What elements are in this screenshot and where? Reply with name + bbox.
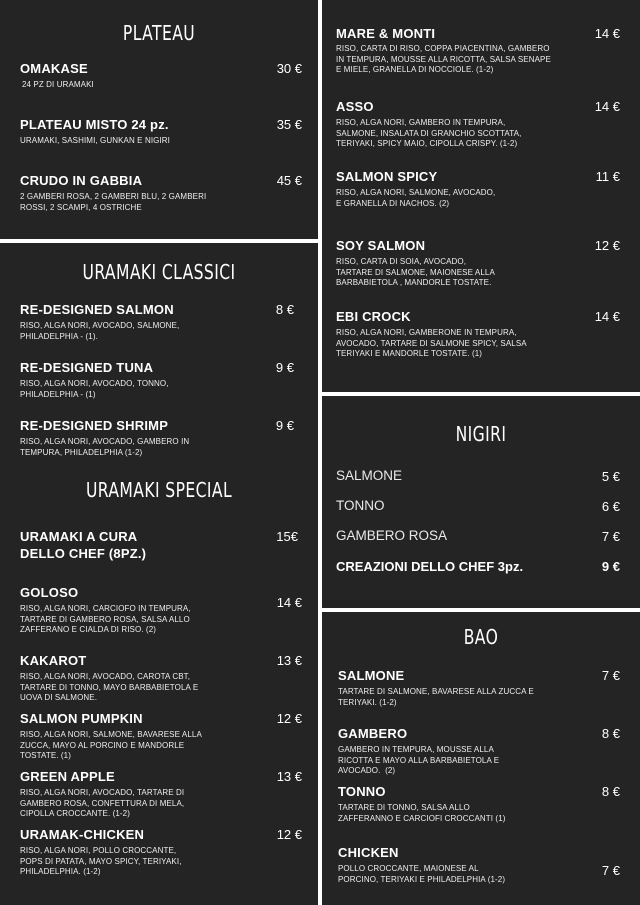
item-price: 14 € — [276, 595, 302, 610]
item-name: RE-DESIGNED SHRIMP — [20, 418, 169, 433]
item-price: 8 € — [601, 726, 620, 741]
item-price: 7 € — [601, 863, 620, 878]
menu-item — [336, 238, 495, 289]
nigiri-item-name: CREAZIONI DELLO CHEF 3pz. — [336, 559, 524, 574]
section-title-nigiri: NIGIRI — [455, 422, 507, 446]
item-description: POLLO CROCCANTE, MAIONESE AL PORCINO, TERIYAKI E PHILADELPHIA (1-2) — [338, 864, 506, 884]
item-price: 14 € — [594, 26, 620, 41]
menu-item — [20, 173, 206, 213]
item-price: 12 € — [276, 827, 302, 842]
nigiri-panel — [322, 396, 640, 608]
item-name: URAMAK-CHICKEN — [20, 827, 145, 842]
item-name: URAMAKI A CURA DELLO CHEF (8PZ.) — [20, 529, 147, 561]
item-name: GOLOSO — [20, 585, 79, 600]
item-name: CHICKEN — [338, 845, 399, 860]
menu-item — [20, 528, 146, 562]
item-description: RISO, ALGA NORI, CARCIOFO IN TEMPURA, TARTARE DI GAMBERO ROSA, SALSA ALLO ZAFFERANO E CIALDA DI RISO. (2) — [20, 604, 191, 634]
menu-item — [338, 784, 506, 824]
item-description: RISO, ALGA NORI, AVOCADO, TONNO, PHILADELPHIA - (1) — [20, 379, 169, 399]
menu-item — [20, 360, 169, 400]
menu-item — [20, 711, 202, 762]
item-description: TARTARE DI SALMONE, BAVARESE ALLA ZUCCA E TERIYAKI. (1-2) — [338, 687, 534, 707]
item-price: 15€ — [276, 529, 298, 544]
item-price: 6 € — [601, 499, 620, 514]
item-name: KAKAROT — [20, 653, 87, 668]
item-description: RISO, ALGA NORI, GAMBERO IN TEMPURA, SALMONE, INSALATA DI GRANCHIO SCOTTATA, TERIYAKI, SPICY MAIO, CIPOLLA CRISPY. (1-2) — [336, 118, 522, 148]
item-price: 14 € — [594, 309, 620, 324]
item-price: 13 € — [276, 653, 302, 668]
menu-item — [338, 845, 505, 885]
menu-item — [336, 26, 551, 76]
menu-item — [338, 668, 534, 708]
item-description: RISO, ALGA NORI, SALMONE, AVOCADO, E GRANELLA DI NACHOS. (2) — [336, 188, 496, 208]
menu-item — [338, 726, 499, 777]
item-price: 9 € — [275, 418, 294, 433]
item-price: 30 € — [276, 61, 302, 76]
bao-panel — [322, 612, 640, 905]
item-description: URAMAKI, SASHIMI, GUNKAN E NIGIRI — [20, 136, 170, 145]
item-price: 8 € — [601, 784, 620, 799]
item-name: OMAKASE — [20, 61, 88, 76]
item-description: GAMBERO IN TEMPURA, MOUSSE ALLA RICOTTA E MAYO ALLA BARBABIETOLA E AVOCADO. (2) — [338, 745, 500, 775]
item-price: 11 € — [595, 169, 620, 184]
nigiri-item-name: TONNO — [336, 498, 385, 513]
item-description: RISO, ALGA NORI, POLLO CROCCANTE, POPS DI PATATA, MAYO SPICY, TERIYAKI, PHILADELPHIA. (1-2) — [20, 846, 182, 876]
nigiri-item-name: SALMONE — [336, 468, 403, 483]
item-name: ASSO — [336, 99, 374, 114]
item-description: RISO, ALGA NORI, SALMONE, BAVARESE ALLA ZUCCA, MAYO AL PORCINO E MANDORLE TOSTATE. (1) — [20, 730, 202, 760]
item-price: 45 € — [276, 173, 302, 188]
item-name: MARE & MONTI — [336, 26, 436, 41]
item-name: RE-DESIGNED SALMON — [20, 302, 174, 317]
section-title-plateau: PLATEAU — [122, 21, 196, 45]
item-name: GREEN APPLE — [20, 769, 115, 784]
item-price: 9 € — [275, 360, 294, 375]
item-description: RISO, ALGA NORI, AVOCADO, GAMBERO IN TEMPURA, PHILADELPHIA (1-2) — [20, 437, 190, 457]
item-description: 2 GAMBERI ROSA, 2 GAMBERI BLU, 2 GAMBERI ROSSI, 2 SCAMPI, 4 OSTRICHE — [20, 192, 207, 212]
menu-item — [20, 418, 189, 458]
special-right-panel — [322, 0, 640, 392]
menu-item — [20, 117, 170, 147]
item-name: CRUDO IN GABBIA — [20, 173, 143, 188]
item-name: PLATEAU MISTO 24 pz. — [20, 117, 169, 132]
plateau-panel — [0, 0, 318, 239]
item-description: RISO, ALGA NORI, AVOCADO, SALMONE, PHILADELPHIA - (1). — [20, 321, 180, 341]
menu-item — [336, 309, 527, 360]
section-title-bao: BAO — [463, 625, 499, 649]
menu-item — [20, 61, 94, 91]
item-name: SALMON PUMPKIN — [20, 711, 143, 726]
item-name: RE-DESIGNED TUNA — [20, 360, 154, 375]
item-description: RISO, CARTA DI SOIA, AVOCADO, TARTARE DI SALMONE, MAIONESE ALLA BARBABIETOLA , MANDORLE TOSTATE. — [336, 257, 495, 287]
item-name: SALMONE — [338, 668, 405, 683]
item-price: 5 € — [601, 469, 620, 484]
menu-item — [336, 169, 495, 209]
item-price: 8 € — [275, 302, 294, 317]
section-title-uramaki-special: URAMAKI SPECIAL — [85, 478, 233, 502]
item-name: SALMON SPICY — [336, 169, 438, 184]
item-description: TARTARE DI TONNO, SALSA ALLO ZAFFERANNO E CARCIOFI CROCCANTI (1) — [338, 803, 506, 823]
item-description: RISO, ALGA NORI, AVOCADO, CAROTA CBT, TARTARE DI TONNO, MAYO BARBABIETOLA E UOVA DI SALMONE. — [20, 672, 199, 702]
menu-item — [336, 99, 521, 150]
item-description: RISO, ALGA NORI, GAMBERONE IN TEMPURA, AVOCADO, TARTARE DI SALMONE SPICY, SALSA TERIYAKI E MANDORLE TOSTATE. (1) — [336, 328, 527, 358]
uramaki-panel — [0, 243, 318, 905]
item-name: EBI CROCK — [336, 309, 411, 324]
item-price: 7 € — [601, 668, 620, 683]
item-price: 35 € — [276, 117, 302, 132]
item-price: 12 € — [276, 711, 302, 726]
item-name: SOY SALMON — [336, 238, 426, 253]
item-description: RISO, CARTA DI RISO, COPPA PIACENTINA, GAMBERO IN TEMPURA, MOUSSE ALLA RICOTTA, SALSA SENAPE E MIELE, GRANELLA DI NOCCIOLE. (1-2) — [336, 44, 551, 74]
item-price: 9 € — [601, 559, 620, 574]
item-description: RISO, ALGA NORI, AVOCADO, TARTARE DI GAMBERO ROSA, CONFETTURA DI MELA, CIPOLLA CROCCANTE. (1-2) — [20, 788, 185, 818]
item-price: 12 € — [594, 238, 620, 253]
section-title-uramaki-classici: URAMAKI CLASSICI — [82, 260, 236, 284]
menu-item — [20, 827, 182, 878]
item-price: 7 € — [601, 529, 620, 544]
nigiri-item-name: GAMBERO ROSA — [336, 528, 448, 543]
item-name: TONNO — [338, 784, 386, 799]
menu-item — [20, 302, 179, 342]
item-name: GAMBERO — [338, 726, 408, 741]
item-price: 14 € — [594, 99, 620, 114]
item-price: 13 € — [276, 769, 302, 784]
menu-item — [20, 769, 184, 820]
item-description: 24 PZ DI URAMAKI — [22, 80, 94, 89]
menu-item — [20, 585, 191, 636]
menu-item — [20, 653, 198, 704]
